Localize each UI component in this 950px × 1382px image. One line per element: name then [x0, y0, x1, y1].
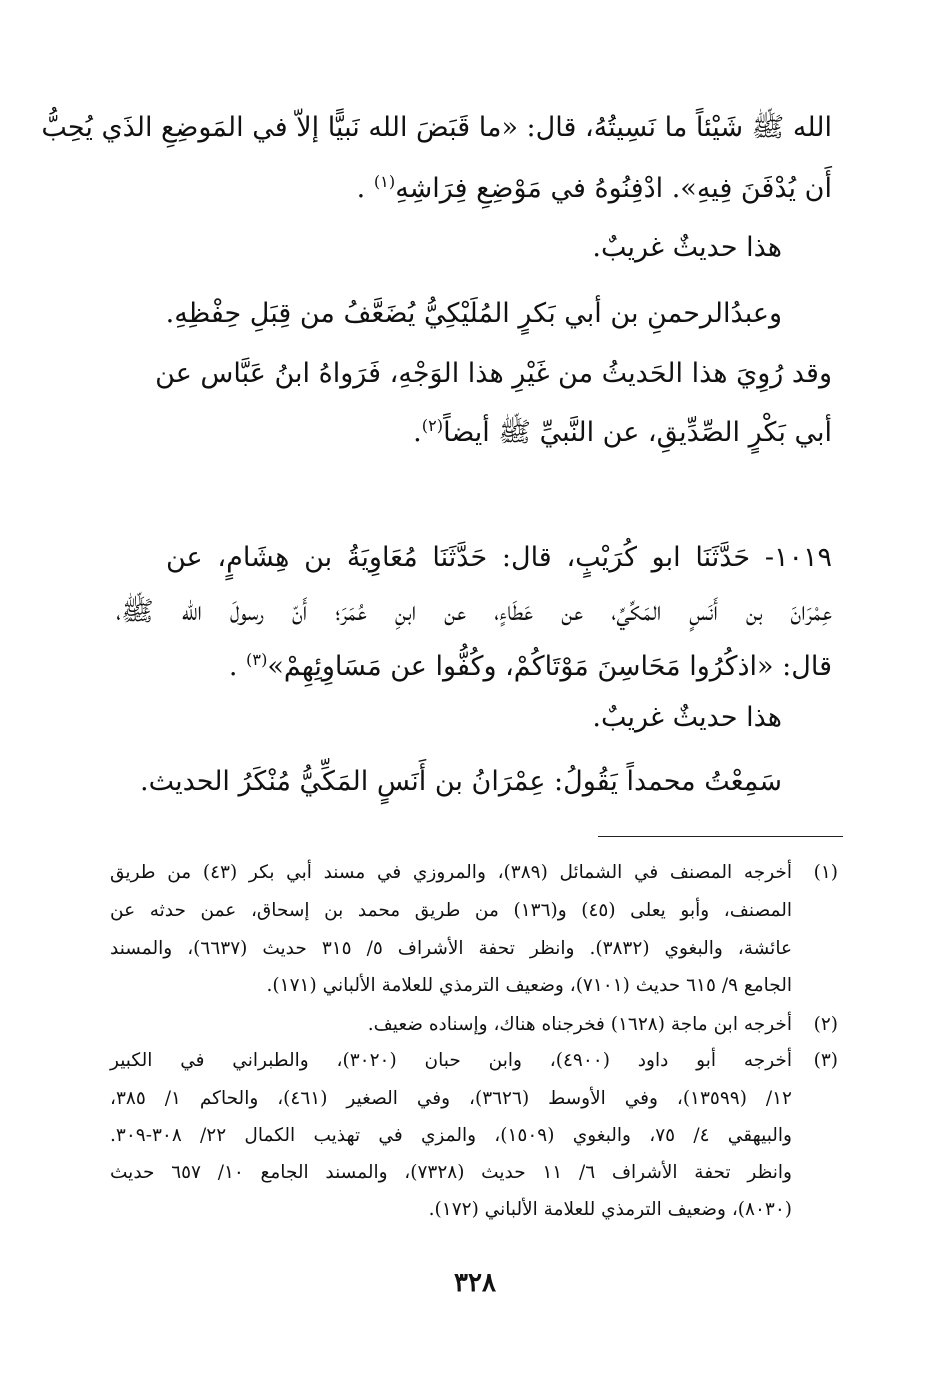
body-line-end: .	[413, 417, 422, 448]
footnote-line: ١٢/ (١٣٥٩٩)، وفي الأوسط (٣٦٢٦)، وفي الصغير (٤٦١)، والحاكم ١/ ٣٨٥،	[110, 1088, 792, 1109]
body-line: الله ﷺ شَيْئاً ما نَسِيتُهُ، قال: «ما قَبَضَ الله نَبيًّا إلاّ في المَوضِعِ الذَي يُحِبُّ	[41, 112, 832, 143]
body-line: سَمِعْتُ محمداً يَقُولُ: عِمْرَانُ بن أَنَسٍ المَكِّيُّ مُنْكَرُ الحديث.	[139, 766, 782, 797]
body-line	[116, 354, 832, 394]
body-line	[229, 640, 832, 687]
footnote-line: أخرجه ابن ماجة (١٦٢٨) فخرجناه هناك، وإسناده ضعيف.	[367, 1014, 792, 1035]
body-line-text: أَن يُدْفَنَ فِيهِ». ادْفِنُوهُ في مَوْضِعِ فِرَاشِهِ	[395, 173, 832, 204]
footnote-line: أخرجه أبو داود (٤٩٠٠)، وابن حبان (٣٠٢٠)، والطبراني في الكبير	[110, 1050, 792, 1071]
footnote-number: (٢)	[813, 1014, 838, 1035]
body-line-end: .	[228, 651, 247, 682]
body-line: ١٠١٩- حَدَّثَنَا ابو كُرَيْبٍ، قال: حَدَّثَنَا مُعَاوِيَةُ بن هِشَامٍ، عن	[166, 542, 832, 573]
footnote-line: المصنف، وأبو يعلى (٤٥) و(١٣٦) من طريق محمد بن إسحاق، عمن حدثه عن	[110, 900, 792, 921]
body-line-end: .	[356, 173, 374, 204]
body-line-text: أبي بَكْرٍ الصِّدِّيقِ، عن النَّبيِّ ﷺ أيضاً	[443, 417, 832, 448]
footnote-separator	[598, 836, 843, 837]
footnote-ref: (١)	[373, 172, 396, 191]
footnote-ref: (٣)	[246, 650, 268, 669]
body-line: وعبدُالرحمنِ بن أبي بَكرٍ المُلَيْكِيُّ يُضَعَّفُ من قِبَلِ حِفْظِهِ.	[165, 298, 782, 329]
footnote-line: وانظر تحفة الأشراف ٦/ ١١ حديث (٧٣٢٨)، والمسند الجامع ١٠/ ٦٥٧ حديث	[110, 1162, 792, 1183]
footnote-number: (٣)	[813, 1050, 838, 1071]
verdict-line: هذا حديثٌ غريبٌ.	[592, 702, 782, 733]
footnote-line: والبيهقي ٤/ ٧٥، والبغوي (١٥٠٩)، والمزي في تهذيب الكمال ٢٢/ ٣٠٨-٣٠٩.	[110, 1125, 792, 1146]
footnote-line: عائشة، والبغوي (٣٨٣٢). وانظر تحفة الأشراف ٥/ ٣١٥ حديث (٦٦٣٧)، والمسند	[110, 938, 792, 959]
body-line	[357, 162, 832, 209]
body-line: عِمْرَانَ بن أَنَسٍ المَكِّيِّ، عن عَطَاءٍ، عن ابنِ عُمَرَ؛ أَنّ رسولَ الله ﷺ،	[116, 596, 832, 627]
footnote-line: (٨٠٣٠)، وضعيف الترمذي للعلامة الألباني (١٧٢).	[428, 1199, 792, 1220]
footnote-line: الجامع ٩/ ٦١٥ حديث (٧١٠١)، وضعيف الترمذي للعلامة الألباني (١٧١).	[266, 975, 792, 996]
body-line-text: وقد رُوِيَ هذا الحَديثُ من غَيْرِ هذا الوَجْهِ، فَرَواهُ ابنُ عَبَّاس عن	[155, 358, 832, 389]
verdict-line: هذا حديثٌ غريبٌ.	[592, 232, 782, 263]
page-number: ٣٢٨	[454, 1268, 496, 1298]
body-line	[413, 406, 832, 453]
body-line-text: قال: «اذكُرُوا مَحَاسِنَ مَوْتَاكُمْ، وكُفُّوا عن مَسَاوِئِهِمْ»	[267, 651, 832, 682]
footnote-line: أخرجه المصنف في الشمائل (٣٨٩)، والمروزي في مسند أبي بكر (٤٣) من طريق	[110, 862, 792, 883]
footnote-number: (١)	[813, 862, 838, 883]
footnote-ref: (٢)	[421, 416, 444, 435]
